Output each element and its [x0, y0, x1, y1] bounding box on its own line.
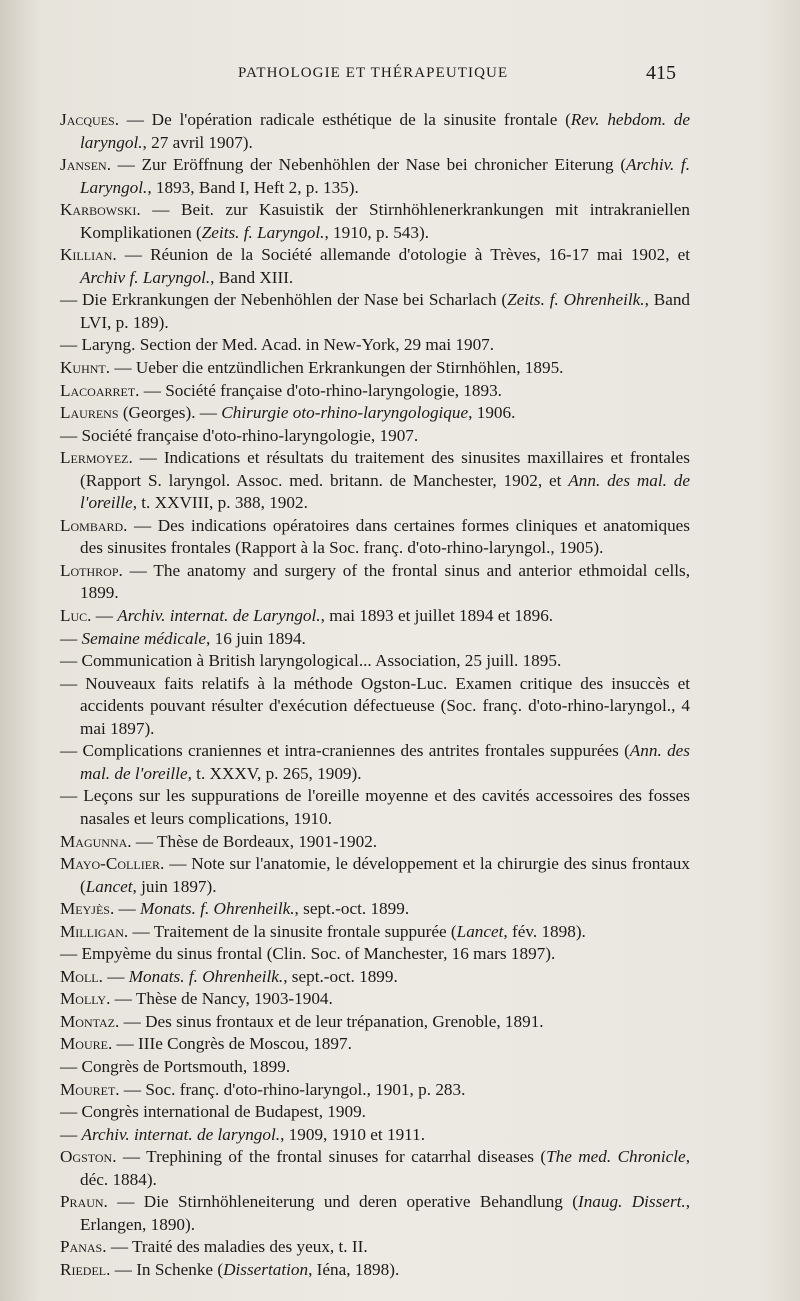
entry-text: — Die Erkrankungen der Nebenhöhlen der Nase bei Scharlach ( — [60, 290, 508, 310]
entry-text: , Erlangen, 1890). — [80, 1192, 690, 1234]
bibliography-entry — [60, 425, 690, 448]
bibliography-entry — [60, 289, 690, 334]
entry-source-title: Ann. des mal. de l'oreille — [80, 470, 690, 513]
bibliography-entry — [60, 402, 690, 425]
entry-author: Moure. — [60, 1034, 113, 1054]
bibliography-entry — [60, 943, 690, 966]
entry-text: — Communication à British laryngological... Association, 25 juill. 1895. — [60, 651, 562, 671]
entry-source-title: Semaine médicale — [81, 628, 207, 648]
entry-text: — Thèse de Bordeaux, 1901-1902. — [131, 831, 378, 851]
entry-source-title: Zeits. f. Laryngol. — [201, 222, 325, 242]
entry-source-title: Zeits. f. Ohrenheilk. — [507, 290, 645, 310]
bibliography-entry — [60, 605, 690, 628]
entry-text: , t. XXVIII, p. 388, 1902. — [132, 493, 308, 513]
entry-text: , Band XIII. — [210, 267, 294, 287]
bibliography-entry — [60, 1191, 690, 1236]
bibliography-entry — [60, 988, 690, 1011]
entry-text: — Die Stirnhöhleneiterung und deren operative Behandlung ( — [107, 1192, 578, 1212]
bibliography-entry — [60, 628, 690, 651]
entry-text: — Nouveaux faits relatifs à la méthode Ogston-Luc. Examen critique des insuccès et accidents pouvant résulter d'exécution défectueuse (Soc. franç. d'oto-rhino-laryngol., 4 mai 1897). — [60, 673, 690, 738]
bibliography-entry — [60, 921, 690, 944]
entry-text: — Congrès international de Budapest, 1909. — [60, 1102, 366, 1122]
entry-text: , 1906. — [468, 403, 516, 423]
entry-author: Killian. — [60, 245, 117, 265]
bibliography-entry — [60, 785, 690, 830]
bibliography-list — [60, 109, 690, 1281]
entry-author: Milligan. — [60, 921, 129, 941]
entry-author: Lothrop. — [60, 560, 123, 580]
entry-text: , 1893, Band I, Heft 2, p. 135). — [147, 177, 359, 197]
bibliography-entry — [60, 1101, 690, 1124]
entry-text: — — [91, 606, 118, 626]
entry-source-title: Monats. f. Ohrenheilk. — [128, 966, 284, 986]
entry-author: Praun. — [60, 1192, 108, 1212]
entry-author: Magunna. — [60, 831, 132, 851]
bibliography-entry — [60, 380, 690, 403]
entry-text: — Note sur l'anatomie, le développement et la chirurgie des sinus frontaux ( — [80, 854, 690, 896]
entry-text: , sept.-oct. 1899. — [294, 899, 410, 919]
entry-author: Jansen. — [60, 155, 111, 175]
bibliography-entry — [60, 109, 690, 154]
entry-text: — Réunion de la Société allemande d'otologie à Trèves, 16-17 mai 1902, et — [116, 245, 690, 265]
bibliography-entry — [60, 1236, 690, 1259]
entry-author: Lermoyez. — [60, 448, 133, 468]
entry-author: Luc. — [60, 606, 92, 626]
bibliography-entry — [60, 1033, 690, 1056]
entry-text: — Ueber die entzündlichen Erkrankungen der Stirnhöhlen, 1895. — [110, 358, 564, 378]
entry-text: , 16 juin 1894. — [206, 628, 306, 648]
entry-text: — Complications craniennes et intra-craniennes des antrites frontales suppurées ( — [60, 741, 630, 761]
entry-source-title: Archiv. f. Laryngol. — [80, 155, 690, 197]
bibliography-entry — [60, 1124, 690, 1147]
bibliography-entry — [60, 1259, 690, 1282]
entry-text: — The anatomy and surgery of the frontal sinus and anterior ethmoidal cells, 1899. — [80, 560, 690, 603]
entry-text: — Thèse de Nancy, 1903-1904. — [110, 989, 333, 1009]
entry-text: , sept.-oct. 1899. — [283, 966, 398, 986]
bibliography-entry — [60, 154, 690, 199]
entry-text: — — [102, 966, 129, 986]
entry-author: Laurens — [60, 403, 119, 423]
bibliography-entry — [60, 1056, 690, 1079]
entry-text: — Des indications opératoires dans certaines formes cliniques et anatomiques des sinusites frontales (Rapport à la Soc. franç. d'oto-rhino-laryngol., 1905). — [80, 515, 690, 558]
entry-text: — Traité des maladies des yeux, t. II. — [106, 1237, 368, 1257]
entry-text: — Beit. zur Kasuistik der Stirnhöhlenerkrankungen mit intrakraniellen Komplikationen ( — [80, 200, 690, 242]
page-number: 415 — [646, 62, 676, 84]
entry-text: , Iéna, 1898). — [308, 1259, 400, 1279]
entry-text: — Congrès de Portsmouth, 1899. — [60, 1056, 291, 1076]
bibliography-entry — [60, 357, 690, 380]
entry-text: — Indications et résultats du traitement des sinusites maxillaires et frontales (Rapport S. laryngol. Assoc. med. britann. de Manchester, 1902, et — [80, 448, 690, 490]
bibliography-entry — [60, 831, 690, 854]
bibliography-entry — [60, 1011, 690, 1034]
entry-author: Jacques. — [60, 110, 119, 129]
bibliography-entry — [60, 447, 690, 515]
entry-text: , t. XXXV, p. 265, 1909). — [187, 763, 362, 783]
entry-author: Mouret. — [60, 1079, 120, 1099]
entry-author: Panas. — [60, 1237, 107, 1257]
entry-text: (Georges). — — [118, 403, 222, 423]
bibliography-entry — [60, 650, 690, 673]
entry-author: Mayo-Collier. — [60, 854, 165, 874]
entry-source-title: Rev. hebdom. de laryngol. — [80, 110, 690, 152]
entry-source-title: Inaug. Dissert. — [577, 1192, 686, 1212]
entry-text: — Empyème du sinus frontal (Clin. Soc. of Manchester, 16 mars 1897). — [60, 944, 556, 964]
entry-author: Lombard. — [60, 515, 128, 535]
entry-source-title: Chirurgie oto-rhino-laryngologique — [221, 403, 469, 423]
entry-source-title: Archiv. internat. de laryngol. — [81, 1124, 281, 1144]
entry-source-title: Archiv. internat. de Laryngol. — [117, 606, 321, 626]
entry-author: Riedel. — [60, 1259, 111, 1279]
running-title: PATHOLOGIE ET THÉRAPEUTIQUE — [238, 65, 509, 81]
entry-text: , 1909, 1910 et 1911. — [280, 1124, 426, 1144]
entry-author: Montaz. — [60, 1011, 120, 1031]
entry-text: — Zur Eröffnung der Nebenhöhlen der Nase bei chronicher Eiterung ( — [111, 155, 627, 175]
entry-text: — IIIe Congrès de Moscou, 1897. — [112, 1034, 352, 1054]
entry-source-title: Lancet — [85, 876, 133, 896]
bibliography-entry — [60, 515, 690, 560]
entry-author: Moll. — [60, 966, 103, 986]
entry-text: — De l'opération radicale esthétique de la sinusite frontale ( — [119, 110, 571, 129]
bibliography-entry — [60, 334, 690, 357]
entry-text: — — [114, 899, 141, 919]
bibliography-entry — [60, 560, 690, 605]
entry-text: — Soc. franç. d'oto-rhino-laryngol., 1901, p. 283. — [119, 1079, 466, 1099]
running-head — [0, 62, 800, 86]
entry-text: — Trephining of the frontal sinuses for catarrhal diseases ( — [116, 1147, 547, 1167]
entry-author: Ogston. — [60, 1147, 117, 1167]
entry-text: — — [60, 628, 82, 648]
entry-author: Lacoarret. — [60, 380, 140, 400]
entry-text: — Société française d'oto-rhino-laryngologie, 1893. — [139, 380, 502, 400]
entry-text: — In Schenke ( — [110, 1259, 224, 1279]
entry-source-title: Dissertation — [223, 1259, 309, 1279]
entry-source-title: Ann. des mal. de l'oreille — [80, 741, 690, 783]
bibliography-entry — [60, 673, 690, 741]
entry-text: , déc. 1884). — [80, 1147, 690, 1189]
entry-author: Kuhnt. — [60, 358, 111, 378]
entry-text: — Leçons sur les suppurations de l'oreille moyenne et des cavités accessoires des fosses nasales et leurs complications, 1910. — [60, 786, 690, 828]
bibliography-entry — [60, 853, 690, 898]
bibliography-entry — [60, 898, 690, 921]
entry-text: , 27 avril 1907). — [142, 132, 253, 152]
entry-source-title: The med. Chronicle — [546, 1147, 686, 1167]
entry-text: , juin 1897). — [132, 876, 217, 896]
entry-author: Meyjès. — [60, 899, 115, 919]
entry-text: — Laryng. Section der Med. Acad. in New-York, 29 mai 1907. — [60, 335, 495, 355]
bibliography-entry — [60, 1079, 690, 1102]
bibliography-entry — [60, 1146, 690, 1191]
bibliography-entry — [60, 244, 690, 289]
entry-text: , mai 1893 et juillet 1894 et 1896. — [320, 606, 554, 626]
bibliography-entry — [60, 199, 690, 244]
entry-text: — Société française d'oto-rhino-laryngologie, 1907. — [60, 425, 419, 445]
entry-text: — Des sinus frontaux et de leur trépanation, Grenoble, 1891. — [119, 1011, 544, 1031]
entry-author: Molly. — [60, 989, 111, 1009]
entry-author: Karbowski. — [60, 200, 141, 220]
entry-source-title: Archiv f. Laryngol. — [80, 267, 211, 287]
bibliography-entry — [60, 966, 690, 989]
entry-source-title: Lancet — [456, 921, 504, 941]
entry-source-title: Monats. f. Ohrenheilk. — [140, 899, 295, 919]
bibliography-entry — [60, 740, 690, 785]
entry-text: — Traitement de la sinusite frontale suppurée ( — [128, 921, 457, 941]
entry-text: , Band LVI, p. 189). — [80, 290, 691, 332]
entry-text: , 1910, p. 543). — [324, 222, 430, 242]
entry-text: , fév. 1898). — [503, 921, 586, 941]
entry-text: — — [60, 1124, 82, 1144]
